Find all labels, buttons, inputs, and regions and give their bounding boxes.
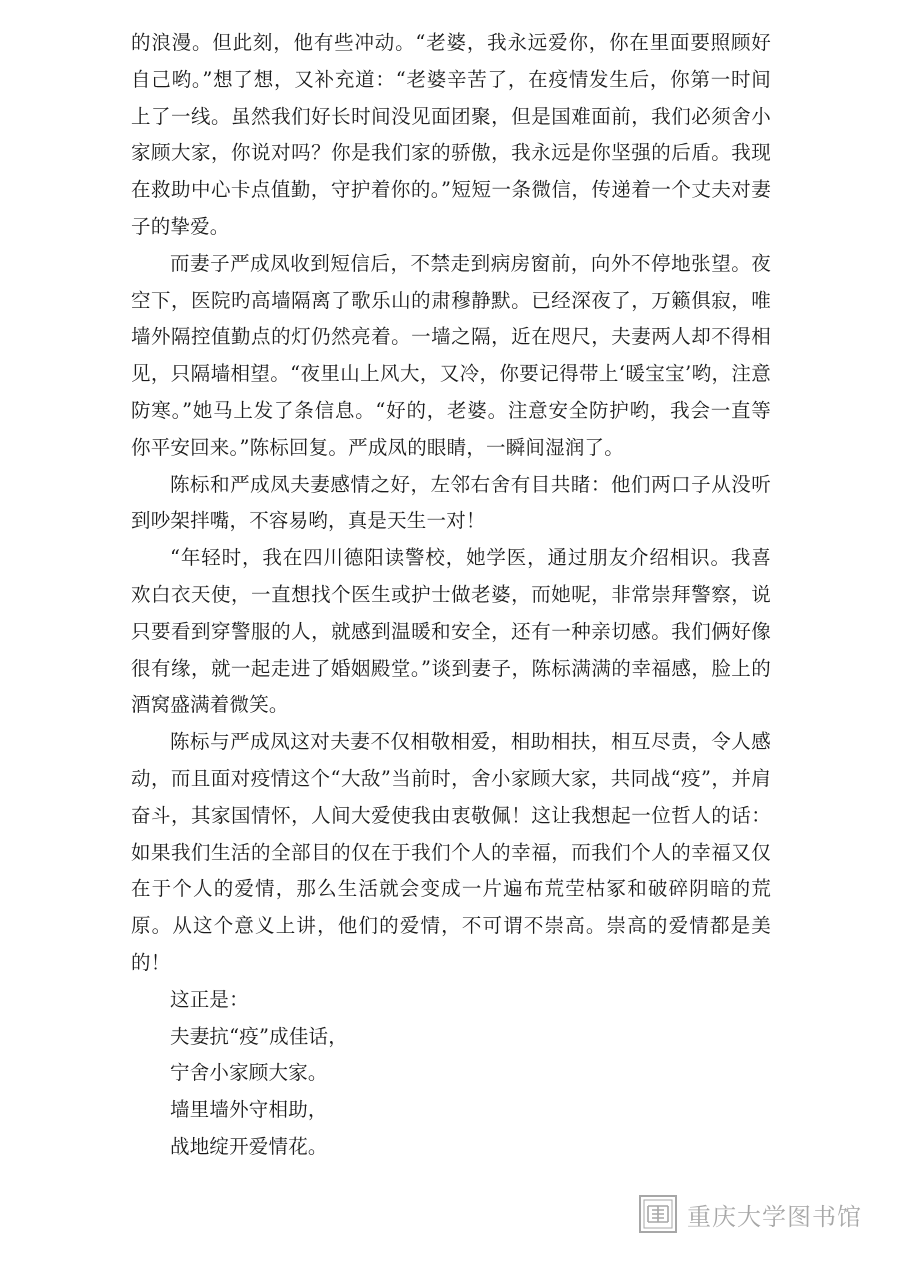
poem-verse: 墙里墙外守相助，	[170, 1098, 328, 1122]
paragraph: 而妻子严成凤收到短信后，不禁走到病房窗前，向外不停地张望。夜空下，医院旳高墙隔离了歌乐山的肃穆静默。已经深夜了，万籁俱寂，唯墙外隔控值勤点的灯仍然亮着。一墙之隔，近在咫尺，夫妻两人却不得相见，只隔墙相望。“夜里山上风大，又冷，你要记得带上‘暖宝宝’哟，注意防寒。”她马上发了条信息。“好的，老婆。注意安全防护哟，我会一直等你平安回来。”陈标回复。严成凤的眼睛，一瞬间湿润了。	[131, 251, 771, 459]
watermark-text: 重庆大学图书馆	[687, 1202, 862, 1231]
poem-verse: 战地绽开爱情花。	[170, 1134, 328, 1158]
paragraph-continued: 的浪漫。但此刻，他有些冲动。“老婆，我永远爱你，你在里面要照顾好自己哟。”想了想，又补充道：“老婆辛苦了，在疫情发生后，你第一时间上了一线。虽然我们好长时间没见面团聚，但是国难面前，我们必须舍小家顾大家，你说对吗？你是我们家的骄傲，我永远是你坚强的后盾。我现在救助中心卡点值勤，守护着你的。”短短一条微信，传递着一个丈夫对妻子的挚爱。	[131, 31, 771, 238]
library-seal-icon	[638, 1194, 678, 1234]
poem-verse: 夫妻抗“疫”成佳话，	[170, 1024, 348, 1048]
paragraph: “年轻时，我在四川德阳读警校，她学医，通过朋友介绍相识。我喜欢白衣天使，一直想找个医生或护士做老婆，而她呢，非常崇拜警察，说只要看到穿警服的人，就感到温暖和安全，还有一种亲切感。我们俩好像很有缘，就一起走进了婚姻殿堂。”谈到妻子，陈标满满的幸福感，脸上的酒窝盛满着微笑。	[131, 546, 771, 717]
closing-poem	[131, 982, 771, 1166]
paragraph: 陈标与严成凤这对夫妻不仅相敬相爱，相助相扶，相互尽责，令人感动，而且面对疫情这个“大敌”当前时，舍小家顾大家，共同战“疫”，并肩奋斗，其家国情怀，人间大爱使我由衷敬佩！这让我想起一位哲人的话：如果我们生活的全部目的仅在于我们个人的幸福，而我们个人的幸福又仅在于个人的爱情，那么生活就会变成一片遍布荒茔枯冢和破碎阴暗的荒原。从这个意义上讲，他们的爱情，不可谓不崇高。崇高的爱情都是美的！	[131, 730, 771, 974]
paragraph: 陈标和严成凤夫妻感情之好，左邻右舍有目共睹：他们两口子从没听到吵架拌嘴，不容易哟，真是天生一对！	[131, 472, 771, 533]
poem-intro: 这正是：	[170, 987, 249, 1011]
article-body	[131, 25, 771, 1166]
library-watermark	[638, 1191, 862, 1237]
poem-verse: 宁舍小家顾大家。	[170, 1061, 328, 1085]
